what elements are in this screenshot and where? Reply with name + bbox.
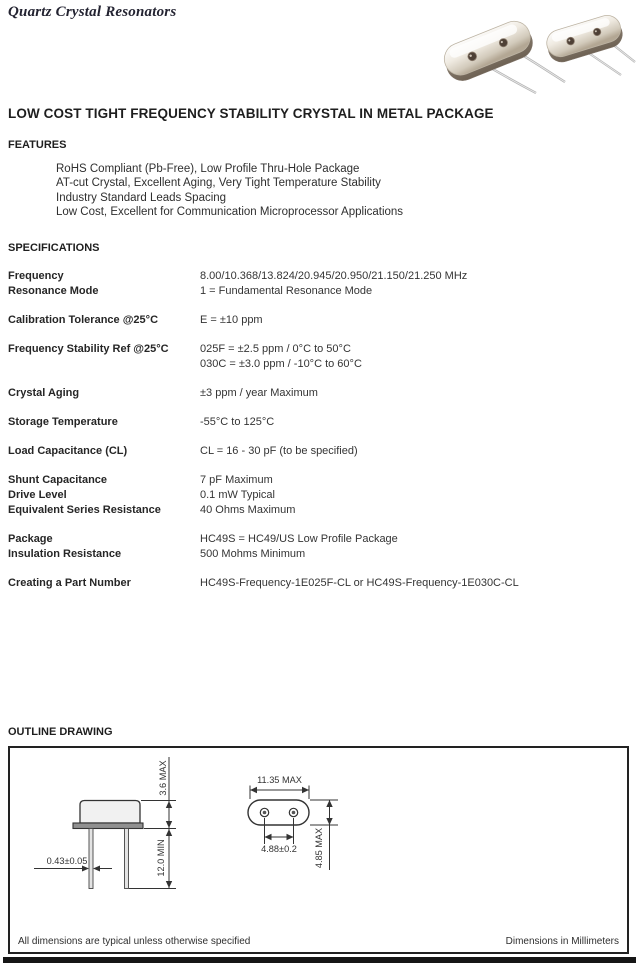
crystal-photo bbox=[424, 4, 636, 100]
dimension-label-lead-diameter: 0.43±0.05 bbox=[46, 856, 88, 866]
spec-label: Frequency bbox=[8, 270, 64, 282]
feature-item: Industry Standard Leads Spacing bbox=[56, 191, 227, 204]
brand-title: Quartz Crystal Resonators bbox=[8, 4, 177, 20]
spec-value: -55°C to 125°C bbox=[200, 416, 275, 428]
spec-value: 030C = ±3.0 ppm / -10°C to 60°C bbox=[200, 358, 362, 370]
crystal-body-left bbox=[440, 16, 538, 85]
spec-group bbox=[8, 269, 632, 299]
spec-group bbox=[8, 576, 632, 591]
specifications-table bbox=[8, 269, 632, 605]
spec-value: CL = 16 - 30 pF (to be specified) bbox=[200, 445, 358, 457]
bottom-rule-bar bbox=[3, 957, 636, 963]
dimension-label-body-depth: 4.85 MAX bbox=[314, 827, 324, 869]
spec-value: HC49S-Frequency-1E025F-CL or HC49S-Frequency-1E030C-CL bbox=[200, 577, 519, 589]
spec-label: Drive Level bbox=[8, 489, 67, 501]
features-list bbox=[56, 162, 556, 219]
spec-value: HC49S = HC49/US Low Profile Package bbox=[200, 533, 398, 545]
spec-value: 1 = Fundamental Resonance Mode bbox=[200, 285, 373, 297]
crystal-base-plate bbox=[73, 823, 143, 829]
spec-label: Load Capacitance (CL) bbox=[8, 445, 128, 457]
outline-drawing-box bbox=[8, 746, 629, 954]
note-units: Dimensions in Millimeters bbox=[505, 936, 619, 947]
note-dimensions-typical: All dimensions are typical unless otherwise specified bbox=[18, 936, 251, 947]
dimension-label-lead-length: 12.0 MIN bbox=[156, 839, 166, 877]
spec-value: ±3 ppm / year Maximum bbox=[200, 387, 318, 399]
spec-value: 8.00/10.368/13.824/20.945/20.950/21.150/21.250 MHz bbox=[200, 270, 468, 282]
spec-label: Resonance Mode bbox=[8, 285, 99, 297]
top-view-drawing bbox=[248, 775, 338, 870]
spec-value: 7 pF Maximum bbox=[200, 474, 273, 486]
feature-item: AT-cut Crystal, Excellent Aging, Very Tight Temperature Stability bbox=[56, 177, 381, 190]
spec-label: Shunt Capacitance bbox=[8, 474, 108, 486]
lead-right bbox=[125, 829, 129, 889]
spec-group bbox=[8, 415, 632, 430]
outline-drawing-heading: OUTLINE DRAWING bbox=[8, 726, 113, 738]
spec-value: 0.1 mW Typical bbox=[200, 489, 275, 501]
spec-label: Package bbox=[8, 533, 53, 545]
crystal-body-right bbox=[543, 12, 625, 65]
spec-label: Insulation Resistance bbox=[8, 548, 122, 560]
lead-left bbox=[89, 829, 93, 889]
spec-label: Frequency Stability Ref @25°C bbox=[8, 343, 169, 355]
specifications-heading: SPECIFICATIONS bbox=[8, 242, 100, 254]
side-view-drawing bbox=[34, 757, 176, 889]
dimension-label-body-width: 11.35 MAX bbox=[257, 775, 302, 785]
spec-value: E = ±10 ppm bbox=[200, 314, 263, 326]
spec-label: Equivalent Series Resistance bbox=[8, 504, 161, 516]
dimension-label-lead-spacing: 4.88±0.2 bbox=[261, 844, 297, 854]
feature-item: Low Cost, Excellent for Communication Microprocessor Applications bbox=[56, 205, 404, 218]
feature-item: RoHS Compliant (Pb-Free), Low Profile Thru-Hole Package bbox=[56, 163, 360, 175]
features-heading: FEATURES bbox=[8, 139, 67, 151]
spec-value: 40 Ohms Maximum bbox=[200, 504, 296, 516]
spec-label: Storage Temperature bbox=[8, 416, 118, 428]
spec-group bbox=[8, 444, 632, 459]
spec-group bbox=[8, 386, 632, 401]
crystal-can-outline bbox=[80, 801, 140, 824]
spec-group bbox=[8, 313, 632, 328]
page-title: LOW COST TIGHT FREQUENCY STABILITY CRYSTAL IN METAL PACKAGE bbox=[8, 106, 494, 121]
spec-value: 025F = ±2.5 ppm / 0°C to 50°C bbox=[200, 343, 351, 355]
outline-drawing bbox=[10, 748, 627, 952]
spec-group bbox=[8, 473, 632, 518]
spec-label: Creating a Part Number bbox=[8, 577, 131, 589]
spec-label: Crystal Aging bbox=[8, 387, 80, 399]
spec-group bbox=[8, 532, 632, 562]
crystal-top-outline bbox=[248, 800, 309, 825]
spec-value: 500 Mohms Minimum bbox=[200, 548, 306, 560]
spec-label: Calibration Tolerance @25°C bbox=[8, 314, 159, 326]
spec-group bbox=[8, 342, 632, 372]
dimension-label-can-height: 3.6 MAX bbox=[158, 760, 168, 796]
